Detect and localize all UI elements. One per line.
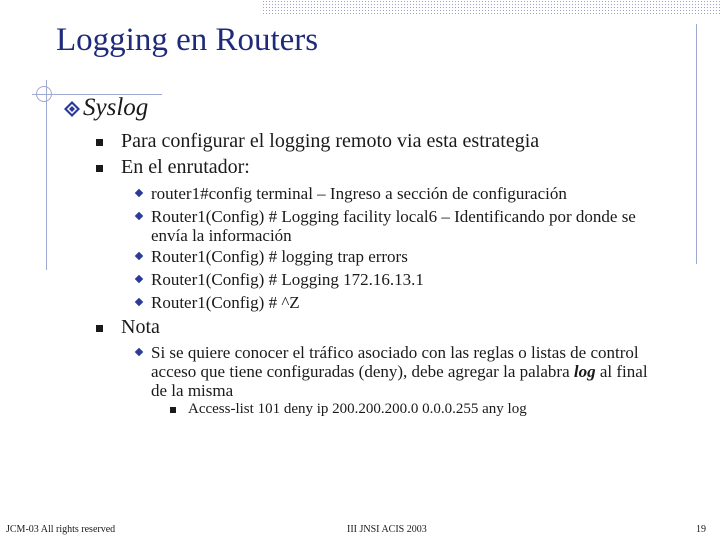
nota-emphasis: log: [573, 362, 596, 381]
command-item: [136, 270, 676, 289]
nota-item: [136, 343, 666, 400]
corner-circle-ornament: [36, 86, 52, 102]
heading-syslog: [64, 94, 148, 122]
command-item: [136, 207, 656, 245]
square-bullet-icon: [96, 139, 103, 146]
square-bullet-icon: [96, 325, 103, 332]
slide-title: Logging en Routers: [56, 22, 319, 58]
small-diamond-icon: [135, 252, 143, 260]
right-accent-line: [696, 24, 697, 264]
command-text: router1#config terminal – Ingreso a sección de configuración: [151, 184, 567, 203]
command-item: [136, 293, 676, 312]
heading-label: Syslog: [83, 94, 149, 121]
left-accent-line: [46, 80, 47, 270]
square-bullet-icon: [170, 407, 176, 413]
nota-text-before: Si se quiere conocer el tráfico asociado con las reglas o listas de control acceso que tiene configuradas (deny), debe agregar la palabra: [151, 343, 639, 381]
command-text: Router1(Config) # Logging facility local6 – Identificando por donde se envía la información: [151, 207, 636, 245]
command-text: Router1(Config) # Logging 172.16.13.1: [151, 270, 424, 289]
nota-label: Nota: [121, 316, 160, 338]
nota-example-item: [170, 401, 527, 418]
bullet-text: Para configurar el logging remoto via esta estrategia: [121, 130, 540, 152]
nota-text-after: al final de la misma: [151, 362, 648, 400]
command-item: [136, 247, 676, 266]
command-text: Router1(Config) # ^Z: [151, 293, 300, 312]
footer-center: III JNSI ACIS 2003: [347, 524, 427, 535]
command-text: Router1(Config) # logging trap errors: [151, 247, 408, 266]
nota-text: [151, 343, 666, 400]
command-item: [136, 184, 676, 203]
small-diamond-icon: [135, 298, 143, 306]
bullet-item: [96, 156, 250, 179]
square-bullet-icon: [96, 165, 103, 172]
footer-page-number: 19: [696, 524, 706, 535]
footer-left: JCM-03 All rights reserved: [6, 524, 116, 535]
nota-example-text: Access-list 101 deny ip 200.200.200.0 0.0.0.255 any log: [188, 401, 527, 417]
small-diamond-icon: [135, 212, 143, 220]
bullet-text: En el enrutador:: [121, 156, 250, 178]
bullet-item-nota: [96, 316, 160, 339]
header-dither-band: [262, 0, 720, 16]
small-diamond-icon: [135, 189, 143, 197]
bullet-item: [96, 130, 539, 153]
diamond-icon: [64, 101, 79, 116]
small-diamond-icon: [135, 275, 143, 283]
small-diamond-icon: [135, 348, 143, 356]
